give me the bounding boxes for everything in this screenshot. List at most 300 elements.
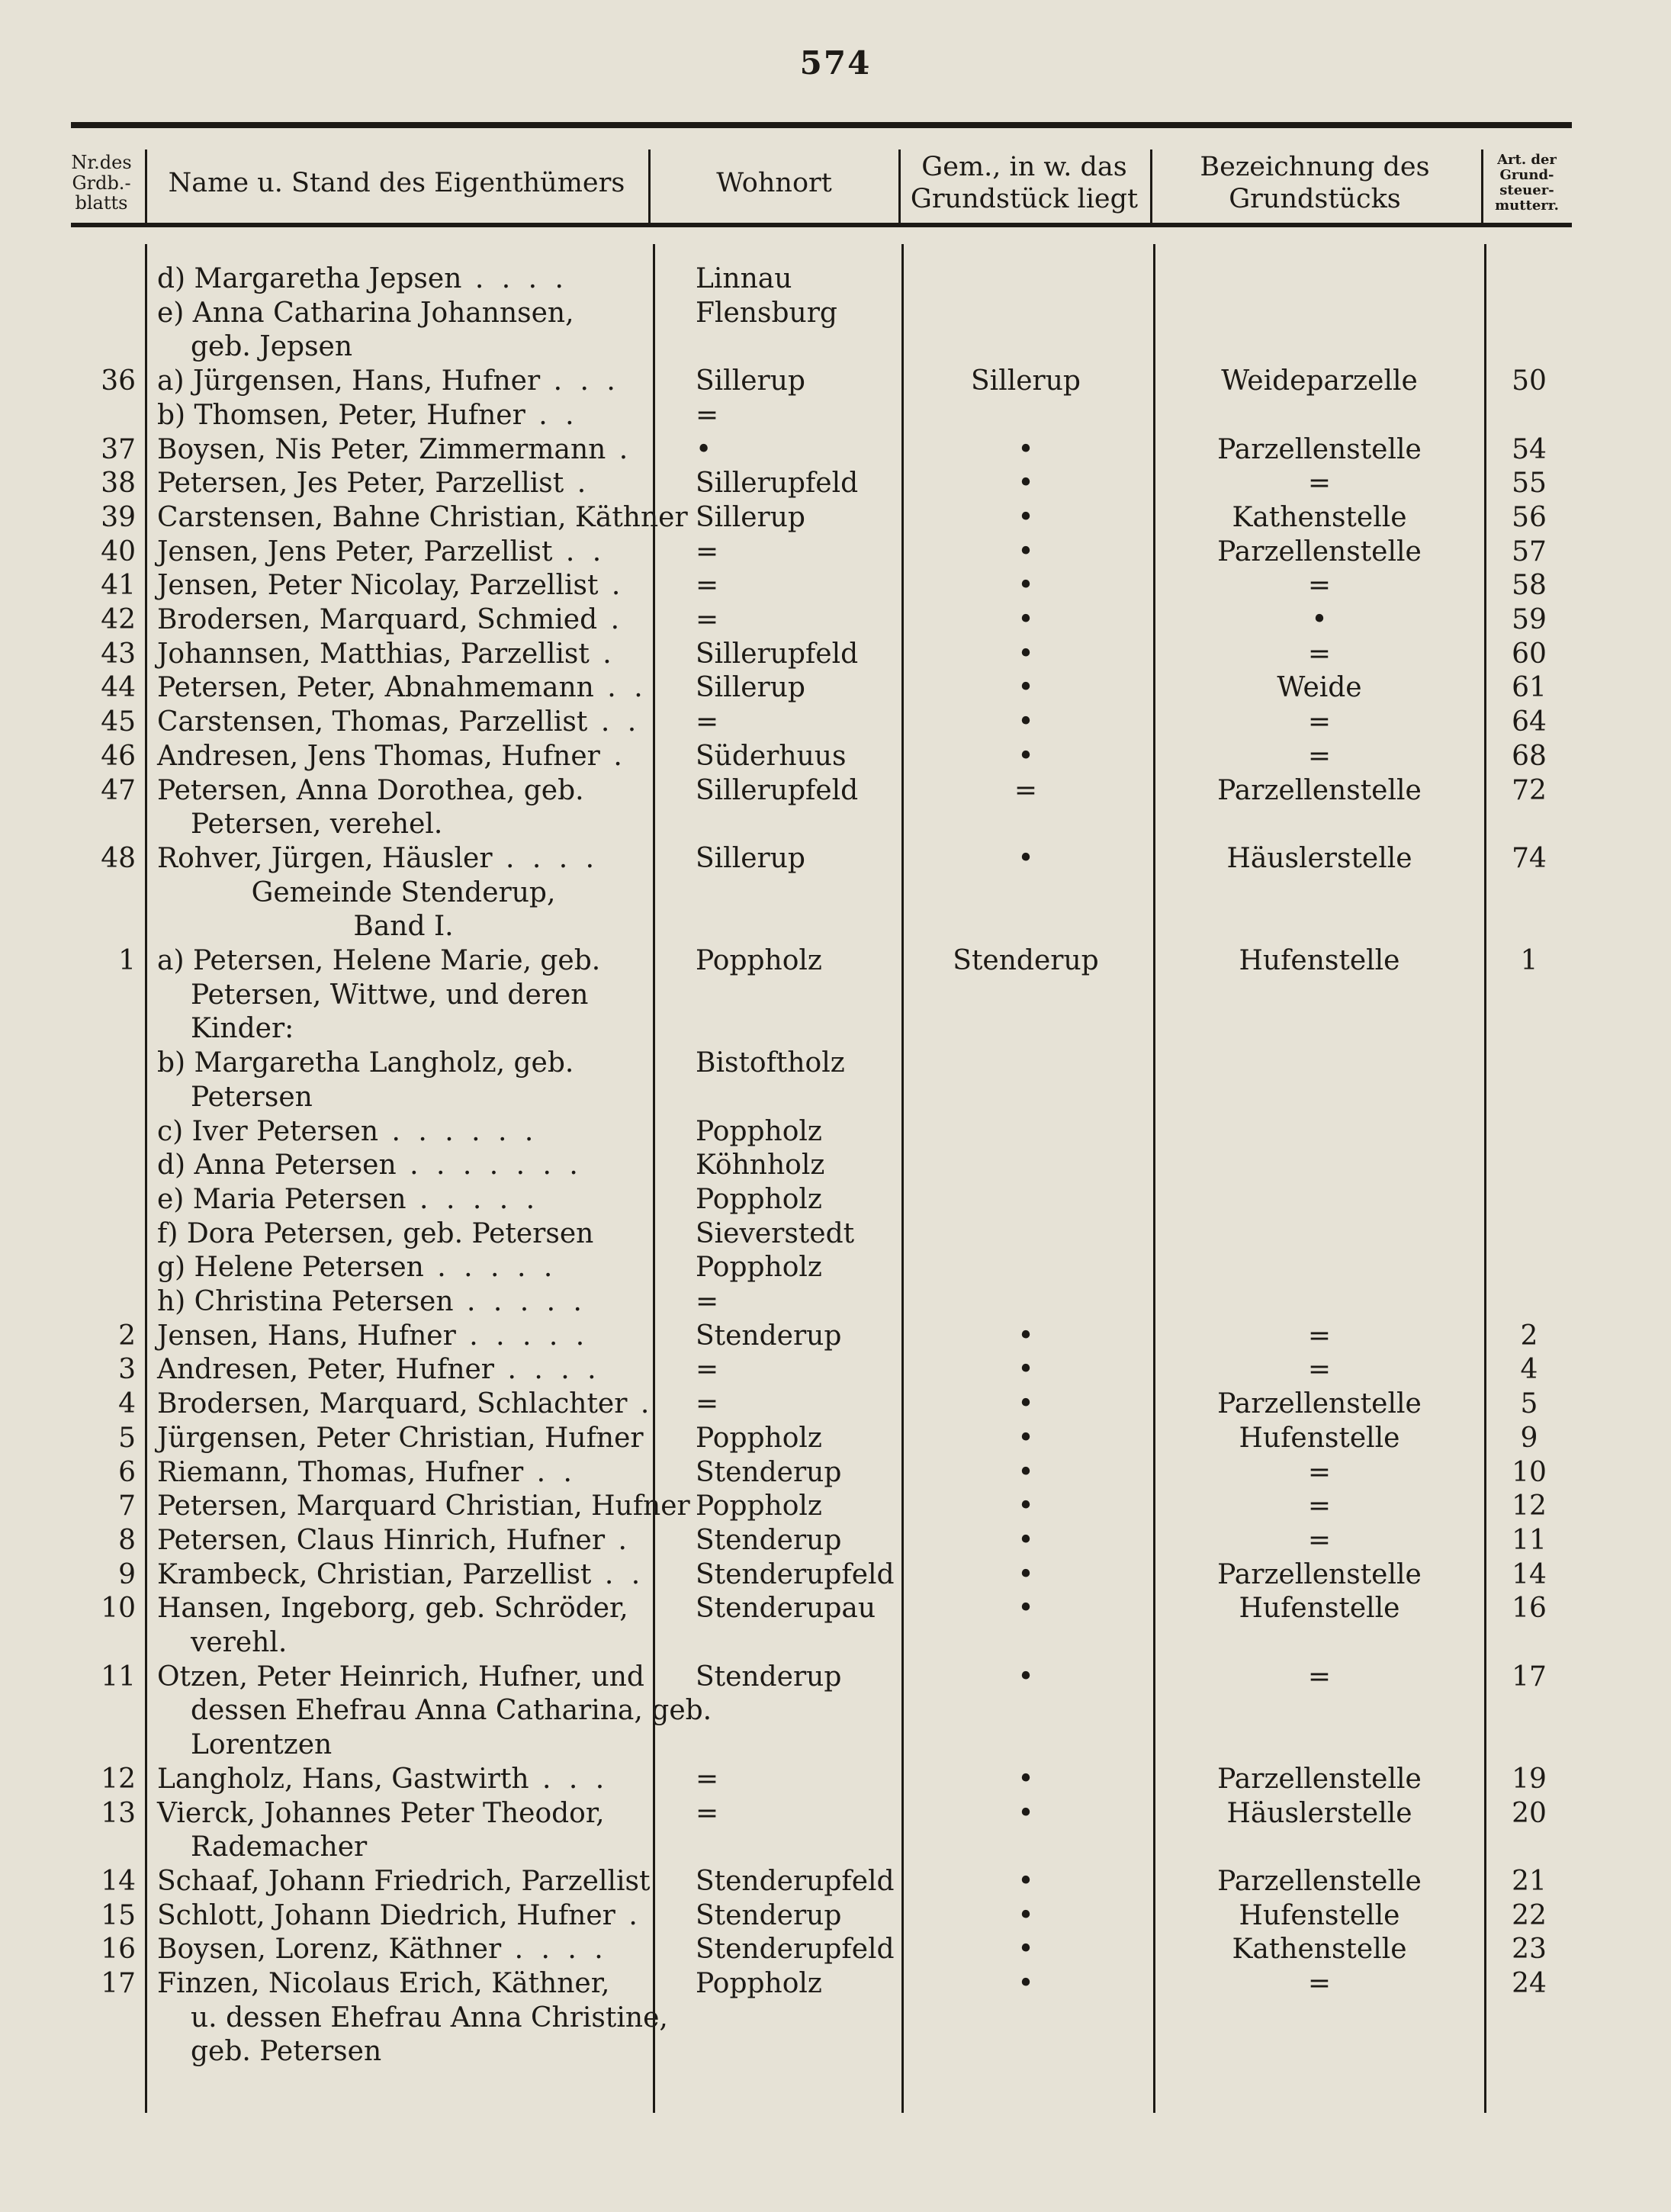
municipality: • (1017, 1899, 1034, 1931)
table-row (0, 944, 1671, 978)
table-row (0, 706, 1671, 739)
owner-name (157, 297, 650, 330)
leader-dots: . . (593, 672, 648, 704)
leader-dots: . . . . . (423, 1252, 558, 1284)
entry-number: 38 (101, 468, 136, 500)
table-row (0, 365, 1671, 398)
entry-number: 42 (101, 604, 136, 635)
municipality: • (1017, 1524, 1034, 1556)
entry-number: 44 (101, 672, 136, 704)
municipality: • (1017, 433, 1034, 465)
header-divider (1481, 150, 1483, 223)
table-row (0, 1728, 1671, 1762)
municipality: • (1017, 1797, 1034, 1829)
owner-name-text: Petersen, Jes Peter, Parzellist (157, 468, 564, 500)
tax-roll-article: 19 (1512, 1763, 1547, 1795)
table-row (0, 979, 1671, 1012)
entry-number: 4 (118, 1388, 136, 1420)
header-bez-line: Grundstücks (1229, 184, 1401, 214)
header-nr (59, 145, 143, 221)
owner-name (157, 842, 650, 876)
leader-dots: . . . . . (406, 1183, 540, 1215)
property-designation: = (1307, 1968, 1332, 1999)
owner-name (157, 1422, 650, 1455)
tax-roll-article: 54 (1512, 433, 1547, 465)
tax-roll-article: 68 (1512, 740, 1547, 772)
table-row (0, 808, 1671, 841)
owner-name (157, 1081, 650, 1114)
property-designation: Hufenstelle (1239, 1899, 1400, 1931)
entry-number: 8 (118, 1524, 136, 1556)
entry-number: 12 (101, 1763, 136, 1795)
residence: Stenderup (696, 1456, 842, 1488)
municipality: • (1017, 1593, 1034, 1625)
table-row (0, 1797, 1671, 1831)
table-row (0, 1592, 1671, 1625)
tax-roll-article: 1 (1520, 945, 1538, 976)
owner-name (157, 262, 650, 296)
owner-name (157, 467, 650, 500)
residence: Poppholz (696, 1968, 822, 1999)
owner-name (157, 1933, 650, 1966)
owner-name-text: Vierck, Johannes Peter Theodor, (157, 1797, 605, 1829)
owner-name-text: Carstensen, Bahne Christian, Käthner (157, 501, 688, 533)
owner-name (157, 979, 650, 1012)
owner-name-text: Lorentzen (191, 1729, 333, 1761)
leader-dots: . . . . . (453, 1286, 586, 1317)
property-designation: = (1307, 638, 1332, 670)
owner-name (157, 603, 650, 637)
owner-name (157, 365, 650, 398)
table-row (0, 603, 1671, 637)
table-row (0, 1251, 1671, 1284)
header-bez-line: Bezeichnung des (1200, 152, 1430, 182)
leader-dots: . . . . (494, 1354, 601, 1386)
leader-dots: . . . (529, 1763, 609, 1795)
header-gem-line: Grundstück liegt (910, 184, 1139, 214)
entry-number: 10 (101, 1593, 136, 1625)
property-designation: Kathenstelle (1232, 1934, 1407, 1966)
table-row (0, 467, 1671, 500)
municipality: • (1017, 570, 1034, 602)
owner-name (157, 1728, 650, 1762)
entry-number: 5 (118, 1422, 136, 1454)
residence: Sillerup (696, 672, 805, 704)
section-heading: Gemeinde Stenderup, (251, 876, 556, 908)
leader-dots: . . . . . . . (396, 1149, 583, 1182)
property-designation: Parzellenstelle (1217, 1763, 1422, 1795)
residence: • (696, 433, 712, 465)
table-row (0, 262, 1671, 296)
entry-number: 7 (118, 1490, 136, 1522)
owner-name-text: Boysen, Lorenz, Käthner (157, 1934, 502, 1966)
tax-roll-article: 23 (1512, 1934, 1547, 1966)
owner-name (157, 1456, 650, 1490)
residence: = (696, 604, 719, 635)
leader-dots: . . . . (461, 263, 568, 294)
table-row (0, 1320, 1671, 1353)
owner-name (157, 569, 650, 603)
owner-name (157, 1797, 650, 1831)
entry-number: 16 (101, 1934, 136, 1966)
tax-roll-article: 24 (1512, 1968, 1547, 1999)
residence: = (696, 535, 719, 567)
entry-number: 6 (118, 1456, 136, 1488)
residence: Stenderup (696, 1661, 842, 1693)
property-designation: • (1311, 604, 1328, 635)
property-designation: Kathenstelle (1232, 501, 1407, 533)
owner-name (157, 330, 650, 364)
municipality: • (1017, 501, 1034, 533)
owner-name-text: a) Jürgensen, Hans, Hufner (157, 365, 541, 397)
leader-dots: . . . . . (455, 1320, 590, 1352)
municipality: • (1017, 468, 1034, 500)
header-gem (898, 145, 1150, 221)
table-row (0, 1694, 1671, 1728)
header-gem-line: Gem., in w. das (921, 152, 1127, 182)
leader-dots: . (598, 570, 625, 602)
property-designation: Weide (1277, 672, 1362, 704)
residence: Poppholz (696, 945, 822, 976)
owner-name (157, 433, 650, 467)
owner-name-text: Hansen, Ingeborg, geb. Schröder, (157, 1593, 628, 1625)
owner-name-text: Brodersen, Marquard, Schlachter (157, 1388, 628, 1420)
tax-roll-article: 11 (1512, 1524, 1547, 1556)
owner-name (157, 1387, 654, 1421)
property-designation: Häuslerstelle (1226, 842, 1412, 874)
header-art-line: Grund- (1499, 167, 1554, 184)
header-divider (898, 150, 901, 223)
municipality: • (1017, 1456, 1034, 1488)
table-row (0, 1387, 1671, 1421)
residence: Linnau (696, 263, 792, 294)
residence: Stenderupfeld (696, 1865, 895, 1897)
entry-number: 43 (101, 638, 136, 670)
entry-number: 3 (118, 1354, 136, 1386)
header-divider (1150, 150, 1152, 223)
entry-number: 14 (101, 1865, 136, 1897)
leader-dots: . (599, 740, 627, 772)
owner-name-text: e) Maria Petersen (157, 1183, 407, 1215)
owner-name (157, 1217, 650, 1251)
property-designation: Häuslerstelle (1226, 1797, 1412, 1829)
table-row (0, 330, 1671, 364)
tax-roll-article: 21 (1512, 1865, 1547, 1897)
owner-name (157, 1865, 650, 1899)
residence: Stenderup (696, 1524, 842, 1556)
residence: Stenderup (696, 1320, 842, 1352)
entry-number: 37 (101, 433, 136, 465)
tax-roll-article: 64 (1512, 706, 1547, 738)
owner-name (157, 535, 650, 569)
municipality: • (1017, 604, 1034, 635)
municipality: Sillerup (971, 365, 1081, 397)
header-nr-line: Grdb.- (72, 172, 131, 194)
owner-name-text: Petersen, Claus Hinrich, Hufner (157, 1524, 606, 1556)
table-row (0, 1456, 1671, 1490)
residence: Sillerupfeld (696, 468, 859, 500)
owner-name (157, 1353, 650, 1387)
residence: Poppholz (696, 1490, 822, 1522)
table-row (0, 1422, 1671, 1455)
entry-number: 36 (101, 365, 136, 397)
residence: Stenderupfeld (696, 1558, 895, 1590)
owner-name-text: Rademacher (191, 1831, 368, 1863)
table-row (0, 1081, 1671, 1114)
table-row (0, 638, 1671, 671)
table-row (0, 1353, 1671, 1387)
property-designation: Parzellenstelle (1217, 1865, 1422, 1897)
header-art-line: steuer- (1499, 182, 1554, 198)
property-designation: Parzellenstelle (1217, 433, 1422, 465)
header-wohnort: Wohnort (716, 168, 832, 198)
owner-name (157, 1047, 650, 1080)
owner-name-text: d) Anna Petersen (157, 1149, 397, 1182)
entry-number: 41 (101, 570, 136, 602)
residence: Poppholz (696, 1422, 822, 1454)
leader-dots: . . . . (492, 842, 599, 874)
municipality: • (1017, 1558, 1034, 1590)
header-nr-line: blatts (75, 192, 128, 214)
property-designation: Hufenstelle (1239, 945, 1400, 976)
table-row (0, 1490, 1671, 1523)
owner-name-text: Petersen, verehel. (191, 809, 443, 841)
tax-roll-article: 5 (1520, 1388, 1538, 1420)
property-designation: = (1307, 1524, 1332, 1556)
municipality: • (1017, 535, 1034, 567)
owner-name-text: a) Petersen, Helene Marie, geb. (157, 945, 601, 976)
tax-roll-article: 60 (1512, 638, 1547, 670)
owner-name-text: Rohver, Jürgen, Häusler (157, 842, 493, 874)
tax-roll-article: 14 (1512, 1558, 1547, 1590)
tax-roll-article: 22 (1512, 1899, 1547, 1931)
municipality: • (1017, 1865, 1034, 1897)
owner-name-text: Schaaf, Johann Friedrich, Parzellist (157, 1865, 651, 1897)
leader-dots: . (627, 1388, 654, 1420)
header-bez (1150, 145, 1480, 221)
leader-dots: . . . . (501, 1934, 608, 1966)
table-row (0, 1626, 1671, 1660)
leader-dots: . . (523, 1456, 577, 1488)
entry-number: 46 (101, 740, 136, 772)
tax-roll-article: 55 (1512, 468, 1547, 500)
table-row (0, 1183, 1671, 1217)
owner-name (157, 1115, 650, 1149)
entry-number: 13 (101, 1797, 136, 1829)
owner-name-text: u. dessen Ehefrau Anna Christine, (191, 2001, 668, 2034)
owner-name (157, 944, 650, 978)
owner-name-text: Petersen, Wittwe, und deren (191, 979, 589, 1011)
residence: = (696, 399, 719, 431)
header-divider (145, 150, 147, 223)
owner-name (157, 1149, 650, 1182)
residence: Stenderupfeld (696, 1934, 895, 1966)
owner-name-text: verehl. (191, 1627, 288, 1658)
entry-number: 17 (101, 1968, 136, 1999)
table-row (0, 2001, 1671, 2035)
tax-roll-article: 12 (1512, 1490, 1547, 1522)
owner-name-text: Otzen, Peter Heinrich, Hufner, und (157, 1661, 644, 1693)
municipality: • (1017, 706, 1034, 738)
property-designation: Parzellenstelle (1217, 535, 1422, 567)
owner-name-text: dessen Ehefrau Anna Catharina, geb. (191, 1695, 712, 1727)
tax-roll-article: 20 (1512, 1797, 1547, 1829)
owner-name-text: Jürgensen, Peter Christian, Hufner (157, 1422, 644, 1454)
owner-name (157, 1490, 690, 1523)
residence: Bistoftholz (696, 1047, 845, 1079)
owner-name-text: Jensen, Hans, Hufner (157, 1320, 456, 1352)
owner-name-text: b) Margaretha Langholz, geb. (157, 1047, 574, 1079)
leader-dots: . . . . . . (378, 1115, 538, 1147)
leader-dots: . . (591, 1558, 645, 1590)
leader-dots: . (615, 1899, 642, 1931)
header-art-line: Art. der (1497, 152, 1557, 169)
table-row (0, 1558, 1671, 1592)
residence: Sillerup (696, 842, 805, 874)
owner-name (157, 1763, 650, 1796)
municipality: • (1017, 638, 1034, 670)
owner-name-text: Petersen (191, 1081, 313, 1113)
entry-number: 39 (101, 501, 136, 533)
residence: Poppholz (696, 1183, 822, 1215)
owner-name-text: Andresen, Jens Thomas, Hufner (157, 740, 600, 772)
owner-name-text: Finzen, Nicolaus Erich, Käthner, (157, 1968, 610, 1999)
owner-name (157, 638, 650, 671)
table-row (0, 1115, 1671, 1149)
tax-roll-article: 74 (1512, 842, 1547, 874)
table-row (0, 1524, 1671, 1558)
owner-name-text: Carstensen, Thomas, Parzellist (157, 706, 588, 738)
header-divider (648, 150, 651, 223)
owner-name-text: g) Helene Petersen (157, 1252, 424, 1284)
header-bottom-rule (71, 223, 1572, 227)
owner-name-text: Johannsen, Matthias, Parzellist (157, 638, 590, 670)
owner-name-text: geb. Jepsen (191, 331, 353, 363)
owner-name-text: d) Margaretha Jepsen (157, 263, 462, 294)
table-row (0, 535, 1671, 569)
table-row (0, 740, 1671, 773)
entry-number: 9 (118, 1558, 136, 1590)
table-row (0, 501, 1671, 535)
header-nr-line: Nr.des (71, 152, 132, 174)
owner-name-text: Schlott, Johann Diedrich, Hufner (157, 1899, 615, 1931)
residence: Sieverstedt (696, 1217, 855, 1249)
entry-number: 2 (118, 1320, 136, 1352)
table-row (0, 569, 1671, 603)
owner-name-text: Petersen, Peter, Abnahmemann (157, 672, 594, 704)
owner-name (157, 1524, 650, 1558)
owner-name-text: Petersen, Marquard Christian, Hufner (157, 1490, 690, 1522)
property-designation: = (1307, 706, 1332, 738)
owner-name (157, 2001, 668, 2035)
tax-roll-article: 17 (1512, 1661, 1547, 1693)
owner-name (157, 2035, 650, 2069)
header-art-line: mutterr. (1495, 197, 1559, 214)
residence: Sillerup (696, 365, 805, 397)
table-row (0, 671, 1671, 705)
entry-number: 15 (101, 1899, 136, 1931)
table-row (0, 774, 1671, 808)
residence: = (696, 570, 719, 602)
owner-name (157, 1558, 650, 1592)
table-row (0, 1831, 1671, 1864)
property-designation: Parzellenstelle (1217, 1558, 1422, 1590)
header-top-rule (71, 122, 1572, 128)
residence: Süderhuus (696, 740, 847, 772)
residence: Flensburg (696, 297, 837, 329)
tax-roll-article: 2 (1520, 1320, 1538, 1352)
owner-name-text: c) Iver Petersen (157, 1115, 379, 1147)
property-designation: = (1307, 740, 1332, 772)
owner-name-text: Riemann, Thomas, Hufner (157, 1456, 524, 1488)
table-row (0, 399, 1671, 432)
owner-name (157, 808, 650, 841)
table-row (0, 1149, 1671, 1182)
header-name: Name u. Stand des Eigenthümers (168, 168, 625, 198)
leader-dots: . (605, 1524, 631, 1556)
owner-name-text: geb. Petersen (191, 2036, 382, 2068)
owner-name (157, 399, 650, 432)
property-designation: = (1307, 1490, 1332, 1522)
property-designation: Parzellenstelle (1217, 1388, 1422, 1420)
residence: Sillerup (696, 501, 805, 533)
owner-name-text: Langholz, Hans, Gastwirth (157, 1763, 529, 1795)
table-row (0, 1933, 1671, 1966)
residence: Poppholz (696, 1252, 822, 1284)
property-designation: Weideparzelle (1221, 365, 1418, 397)
table-row (0, 297, 1671, 330)
owner-name-text: f) Dora Petersen, geb. Petersen (157, 1217, 594, 1249)
leader-dots: . (606, 433, 633, 465)
municipality: = (1014, 774, 1038, 806)
owner-name (157, 1012, 650, 1046)
owner-name (157, 1831, 650, 1864)
tax-roll-article: 16 (1512, 1593, 1547, 1625)
municipality: Stenderup (953, 945, 1099, 976)
tax-roll-article: 50 (1512, 365, 1547, 397)
owner-name-text: Krambeck, Christian, Parzellist (157, 1558, 592, 1590)
residence: = (696, 706, 719, 738)
residence: = (696, 1354, 719, 1386)
page-number: 574 (799, 44, 872, 82)
property-designation: = (1307, 1456, 1332, 1488)
entry-number: 1 (118, 945, 136, 976)
residence: Stenderupau (696, 1593, 876, 1625)
residence: Stenderup (696, 1899, 842, 1931)
section-heading-row (0, 910, 1671, 944)
tax-roll-article: 4 (1520, 1354, 1538, 1386)
leader-dots: . (589, 638, 616, 670)
residence: = (696, 1388, 719, 1420)
owner-name (157, 1592, 650, 1625)
section-heading: Band I. (353, 911, 454, 943)
owner-name (157, 671, 650, 705)
property-designation: = (1307, 1661, 1332, 1693)
owner-name (157, 1967, 650, 2001)
tax-roll-article: 58 (1512, 570, 1547, 602)
entry-number: 47 (101, 774, 136, 806)
municipality: • (1017, 740, 1034, 772)
leader-dots: . . . (540, 365, 620, 397)
residence: Sillerupfeld (696, 774, 859, 806)
municipality: • (1017, 672, 1034, 704)
municipality: • (1017, 1320, 1034, 1352)
table-row (0, 842, 1671, 876)
leader-dots: . (564, 468, 591, 500)
owner-name (157, 501, 688, 535)
entry-number: 11 (101, 1661, 136, 1693)
owner-name-text: Andresen, Peter, Hufner (157, 1354, 495, 1386)
